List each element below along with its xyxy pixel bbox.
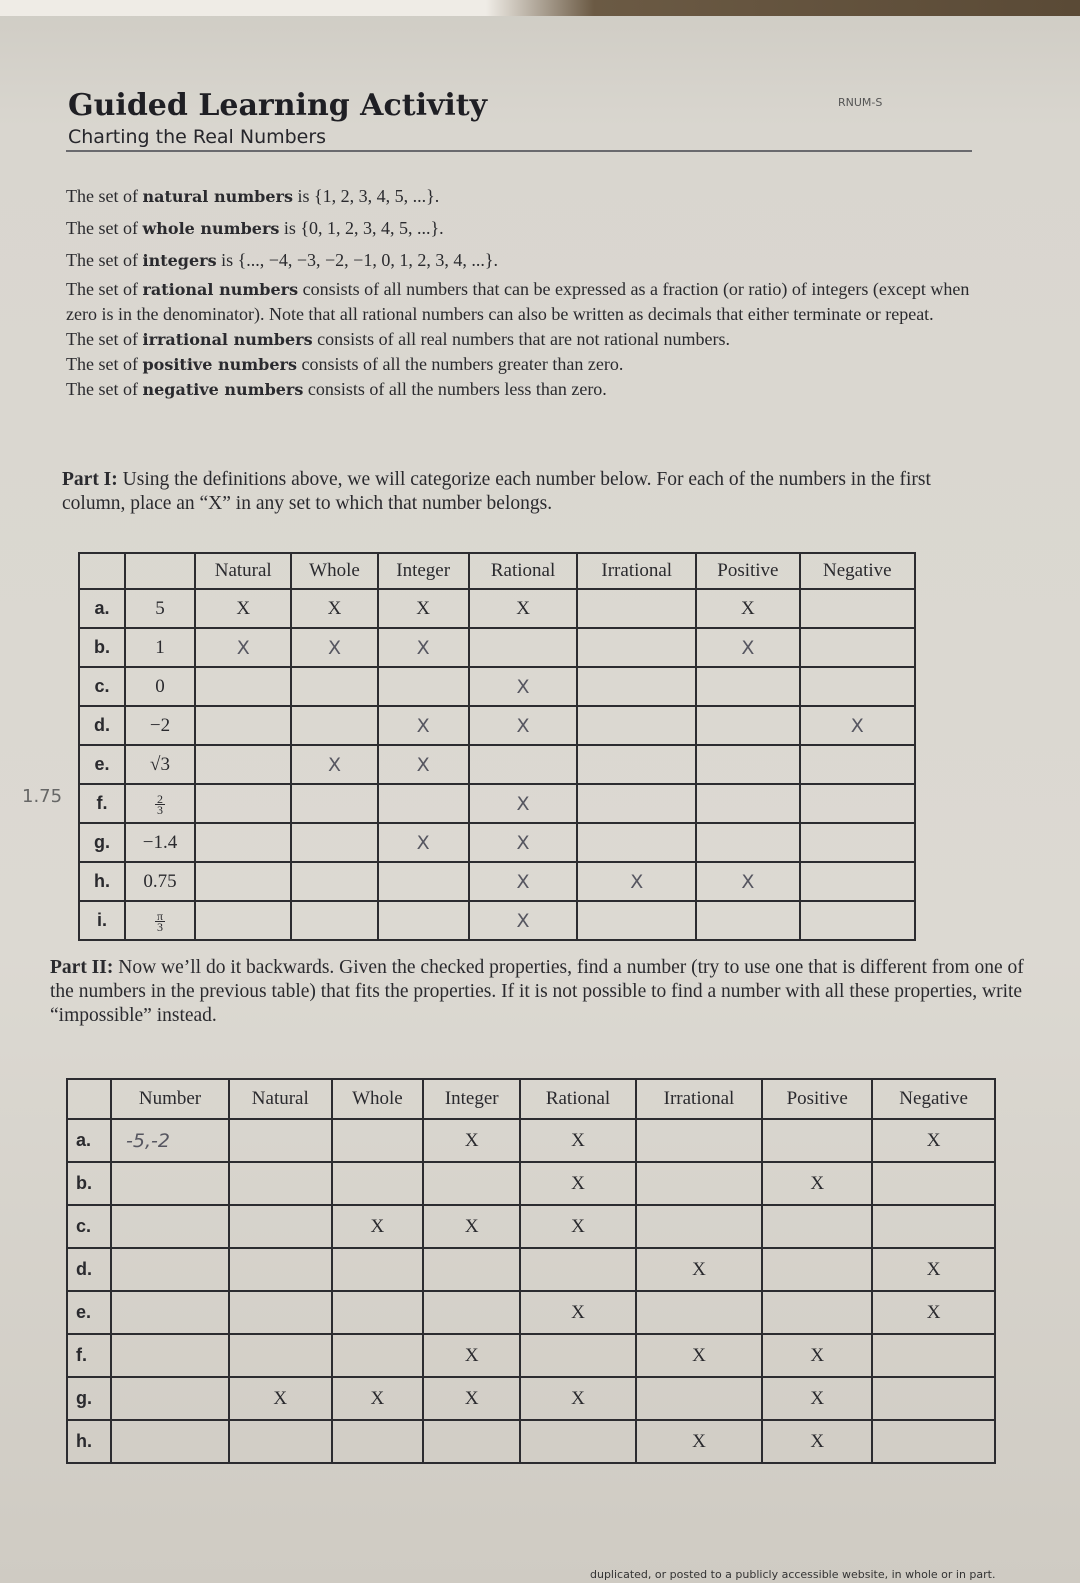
check-cell-natural[interactable]: X — [195, 589, 291, 628]
property-cell-irrational — [636, 1162, 762, 1205]
part2-row — [67, 1420, 995, 1463]
check-cell-whole[interactable] — [291, 862, 377, 901]
row-number — [125, 901, 195, 940]
property-cell-positive — [762, 1205, 872, 1248]
check-cell-irrational[interactable] — [577, 628, 696, 667]
check-cell-rational[interactable]: X — [469, 862, 578, 901]
number-answer-field[interactable]: -5,-2 — [111, 1119, 229, 1162]
property-cell-whole — [332, 1420, 424, 1463]
page-title: Guided Learning Activity — [68, 88, 488, 123]
check-cell-whole[interactable] — [291, 706, 377, 745]
header-rational: Rational — [469, 553, 578, 589]
check-cell-whole[interactable] — [291, 784, 377, 823]
property-cell-negative — [872, 1377, 995, 1420]
check-cell-negative[interactable] — [800, 667, 915, 706]
row-letter: a. — [79, 589, 125, 628]
part1-header-row — [79, 553, 915, 589]
definitions — [66, 184, 976, 402]
property-cell-negative — [872, 1205, 995, 1248]
part1-row — [79, 706, 915, 745]
check-cell-integer[interactable] — [378, 784, 469, 823]
def-rational: The set of rational numbers consists of all numbers that can be expressed as a fraction (or ratio) of integers (except when zero is in the denominator). Note that all rational numbers can also be written as decimals that either terminate or repeat. — [66, 279, 970, 324]
number-answer-field[interactable] — [111, 1248, 229, 1291]
property-cell-negative — [872, 1334, 995, 1377]
part2-header-row — [67, 1079, 995, 1119]
number-answer-field[interactable] — [111, 1291, 229, 1334]
property-cell-rational — [520, 1334, 635, 1377]
property-cell-whole — [332, 1119, 424, 1162]
part2-instructions: Part II: Now we’ll do it backwards. Given the checked properties, find a number (try to use one that is different from one of the numbers in the previous table) that fits the properties. If it is not possible to find a number with all these properties, write “impossible” instead. — [50, 957, 1024, 1026]
property-cell-positive: X — [762, 1334, 872, 1377]
check-cell-natural[interactable] — [195, 667, 291, 706]
property-cell-positive: X — [762, 1420, 872, 1463]
property-cell-negative: X — [872, 1119, 995, 1162]
property-cell-whole — [332, 1248, 424, 1291]
part2-row — [67, 1205, 995, 1248]
row-number: 5 — [125, 589, 195, 628]
def-whole: The set of whole numbers is {0, 1, 2, 3, 4, 5, ...}. — [66, 218, 444, 238]
header-integer: Integer — [423, 1079, 520, 1119]
row-letter: b. — [67, 1162, 111, 1205]
check-cell-natural[interactable] — [195, 901, 291, 940]
number-answer-field[interactable] — [111, 1420, 229, 1463]
header-whole: Whole — [291, 553, 377, 589]
row-letter: d. — [67, 1248, 111, 1291]
property-cell-irrational — [636, 1291, 762, 1334]
part1-row — [79, 901, 915, 940]
part1-row — [79, 823, 915, 862]
property-cell-whole: X — [332, 1377, 424, 1420]
property-cell-whole — [332, 1162, 424, 1205]
check-cell-whole[interactable]: X — [291, 589, 377, 628]
page-subtitle: Charting the Real Numbers — [68, 126, 327, 148]
check-cell-whole[interactable]: X — [291, 628, 377, 667]
property-cell-rational — [520, 1420, 635, 1463]
row-letter: f. — [67, 1334, 111, 1377]
fraction — [155, 791, 165, 817]
check-cell-integer[interactable]: X — [378, 706, 469, 745]
property-cell-natural — [229, 1420, 332, 1463]
photo-top-edge — [0, 0, 1080, 16]
row-number: 0.75 — [125, 862, 195, 901]
check-cell-natural[interactable] — [195, 862, 291, 901]
property-cell-natural — [229, 1205, 332, 1248]
property-cell-irrational — [636, 1377, 762, 1420]
property-cell-negative — [872, 1420, 995, 1463]
header-number: Number — [111, 1079, 229, 1119]
check-cell-irrational[interactable] — [577, 784, 696, 823]
check-cell-irrational[interactable] — [577, 823, 696, 862]
part2-row — [67, 1119, 995, 1162]
check-cell-rational[interactable]: X — [469, 823, 578, 862]
property-cell-integer: X — [423, 1119, 520, 1162]
title-divider — [66, 150, 972, 152]
property-cell-integer — [423, 1420, 520, 1463]
row-number: 1 — [125, 628, 195, 667]
fraction-denominator: 3 — [157, 802, 163, 817]
number-answer-field[interactable] — [111, 1162, 229, 1205]
property-cell-integer: X — [423, 1377, 520, 1420]
header-whole: Whole — [332, 1079, 424, 1119]
check-cell-integer[interactable]: X — [378, 589, 469, 628]
property-cell-irrational: X — [636, 1248, 762, 1291]
check-cell-integer[interactable] — [378, 862, 469, 901]
check-cell-whole[interactable] — [291, 823, 377, 862]
property-cell-irrational — [636, 1119, 762, 1162]
property-cell-positive — [762, 1291, 872, 1334]
def-natural: The set of natural numbers is {1, 2, 3, 4, 5, ...}. — [66, 186, 440, 206]
property-cell-integer: X — [423, 1334, 520, 1377]
property-cell-natural — [229, 1334, 332, 1377]
check-cell-negative[interactable] — [800, 784, 915, 823]
check-cell-positive[interactable] — [696, 745, 799, 784]
property-cell-natural — [229, 1248, 332, 1291]
row-number: −1.4 — [125, 823, 195, 862]
row-number: 0 — [125, 667, 195, 706]
row-number: −2 — [125, 706, 195, 745]
part1-row — [79, 784, 915, 823]
part2-row — [67, 1162, 995, 1205]
row-letter: g. — [79, 823, 125, 862]
property-cell-natural: X — [229, 1377, 332, 1420]
check-cell-rational[interactable] — [469, 628, 578, 667]
part2-row — [67, 1377, 995, 1420]
part2-row — [67, 1334, 995, 1377]
row-number — [125, 784, 195, 823]
property-cell-whole: X — [332, 1205, 424, 1248]
check-cell-positive[interactable]: X — [696, 628, 799, 667]
check-cell-negative[interactable] — [800, 745, 915, 784]
part1-row — [79, 628, 915, 667]
row-letter: d. — [79, 706, 125, 745]
check-cell-irrational[interactable] — [577, 667, 696, 706]
row-letter: a. — [67, 1119, 111, 1162]
check-cell-rational[interactable]: X — [469, 706, 578, 745]
property-cell-natural — [229, 1162, 332, 1205]
check-cell-rational[interactable] — [469, 745, 578, 784]
check-cell-positive[interactable] — [696, 901, 799, 940]
check-cell-whole[interactable] — [291, 667, 377, 706]
margin-note: 1.75 — [22, 786, 63, 807]
part1-row — [79, 667, 915, 706]
def-integers: The set of integers is {..., −4, −3, −2, −1, 0, 1, 2, 3, 4, ...}. — [66, 250, 498, 270]
check-cell-negative[interactable] — [800, 589, 915, 628]
property-cell-natural — [229, 1291, 332, 1334]
header-negative: Negative — [872, 1079, 995, 1119]
check-cell-negative[interactable] — [800, 901, 915, 940]
row-number: √3 — [125, 745, 195, 784]
property-cell-integer — [423, 1162, 520, 1205]
property-cell-negative: X — [872, 1248, 995, 1291]
number-answer-field[interactable] — [111, 1334, 229, 1377]
def-positive: The set of positive numbers consists of all the numbers greater than zero. — [66, 354, 624, 374]
number-answer-field[interactable] — [111, 1205, 229, 1248]
check-cell-positive[interactable]: X — [696, 589, 799, 628]
fraction — [155, 908, 165, 934]
row-letter: f. — [79, 784, 125, 823]
check-cell-irrational[interactable] — [577, 901, 696, 940]
check-cell-whole[interactable] — [291, 901, 377, 940]
property-cell-natural — [229, 1119, 332, 1162]
check-cell-whole[interactable]: X — [291, 745, 377, 784]
property-cell-rational: X — [520, 1205, 635, 1248]
part1-row — [79, 745, 915, 784]
property-cell-integer — [423, 1248, 520, 1291]
check-cell-positive[interactable] — [696, 706, 799, 745]
property-cell-irrational — [636, 1205, 762, 1248]
check-cell-natural[interactable] — [195, 706, 291, 745]
check-cell-natural[interactable] — [195, 784, 291, 823]
property-cell-rational: X — [520, 1291, 635, 1334]
property-cell-irrational: X — [636, 1420, 762, 1463]
row-letter: c. — [79, 667, 125, 706]
check-cell-irrational[interactable] — [577, 706, 696, 745]
check-cell-natural[interactable] — [195, 745, 291, 784]
property-cell-rational: X — [520, 1119, 635, 1162]
property-cell-integer: X — [423, 1205, 520, 1248]
check-cell-rational[interactable]: X — [469, 667, 578, 706]
check-cell-integer[interactable]: X — [378, 628, 469, 667]
property-cell-positive: X — [762, 1162, 872, 1205]
def-negative: The set of negative numbers consists of all the numbers less than zero. — [66, 379, 607, 399]
header-positive: Positive — [762, 1079, 872, 1119]
property-cell-rational: X — [520, 1377, 635, 1420]
header-irrational: Irrational — [577, 553, 696, 589]
check-cell-integer[interactable]: X — [378, 745, 469, 784]
check-cell-irrational[interactable]: X — [577, 862, 696, 901]
property-cell-positive — [762, 1119, 872, 1162]
row-letter: b. — [79, 628, 125, 667]
property-cell-rational — [520, 1248, 635, 1291]
check-cell-integer[interactable] — [378, 667, 469, 706]
row-letter: g. — [67, 1377, 111, 1420]
check-cell-rational[interactable]: X — [469, 589, 578, 628]
row-letter: e. — [79, 745, 125, 784]
fraction-numerator: π — [156, 908, 164, 923]
check-cell-rational[interactable]: X — [469, 784, 578, 823]
property-cell-irrational: X — [636, 1334, 762, 1377]
part1-row — [79, 589, 915, 628]
check-cell-natural[interactable]: X — [195, 628, 291, 667]
fraction-numerator: 2 — [157, 791, 163, 806]
check-cell-negative[interactable]: X — [800, 706, 915, 745]
number-answer-field[interactable] — [111, 1377, 229, 1420]
header-integer: Integer — [378, 553, 469, 589]
check-cell-integer[interactable] — [378, 901, 469, 940]
part1-row — [79, 862, 915, 901]
property-cell-negative: X — [872, 1291, 995, 1334]
check-cell-rational[interactable]: X — [469, 901, 578, 940]
header-blank — [67, 1079, 111, 1119]
check-cell-irrational[interactable] — [577, 589, 696, 628]
property-cell-whole — [332, 1291, 424, 1334]
header-natural: Natural — [195, 553, 291, 589]
property-cell-integer — [423, 1291, 520, 1334]
copyright-footer: duplicated, or posted to a publicly accessible website, in whole or in part. — [590, 1568, 996, 1581]
worksheet-page — [0, 16, 1080, 1583]
check-cell-negative[interactable] — [800, 862, 915, 901]
property-cell-whole — [332, 1334, 424, 1377]
property-cell-positive: X — [762, 1377, 872, 1420]
header-natural: Natural — [229, 1079, 332, 1119]
header-number-blank — [125, 553, 195, 589]
part2-table — [66, 1078, 996, 1464]
def-irrational: The set of irrational numbers consists of all real numbers that are not rational numbers. — [66, 329, 730, 349]
part1-table — [78, 552, 916, 941]
fraction-denominator: 3 — [157, 919, 163, 934]
header-blank — [79, 553, 125, 589]
header-rational: Rational — [520, 1079, 635, 1119]
check-cell-irrational[interactable] — [577, 745, 696, 784]
check-cell-positive[interactable] — [696, 667, 799, 706]
row-letter: h. — [79, 862, 125, 901]
property-cell-rational: X — [520, 1162, 635, 1205]
row-letter: h. — [67, 1420, 111, 1463]
header-positive: Positive — [696, 553, 799, 589]
check-cell-positive[interactable] — [696, 823, 799, 862]
property-cell-negative — [872, 1162, 995, 1205]
row-letter: i. — [79, 901, 125, 940]
check-cell-negative[interactable] — [800, 823, 915, 862]
part2-row — [67, 1291, 995, 1334]
check-cell-positive[interactable] — [696, 784, 799, 823]
check-cell-natural[interactable] — [195, 823, 291, 862]
row-letter: e. — [67, 1291, 111, 1334]
document-code: RNUM-S — [838, 96, 883, 109]
header-negative: Negative — [800, 553, 915, 589]
row-letter: c. — [67, 1205, 111, 1248]
header-irrational: Irrational — [636, 1079, 762, 1119]
property-cell-positive — [762, 1248, 872, 1291]
check-cell-integer[interactable]: X — [378, 823, 469, 862]
check-cell-negative[interactable] — [800, 628, 915, 667]
part1-instructions: Part I: Using the definitions above, we will categorize each number below. For each of the numbers in the first column, place an “X” in any set to which that number belongs. — [62, 469, 931, 514]
part2-row — [67, 1248, 995, 1291]
check-cell-positive[interactable]: X — [696, 862, 799, 901]
